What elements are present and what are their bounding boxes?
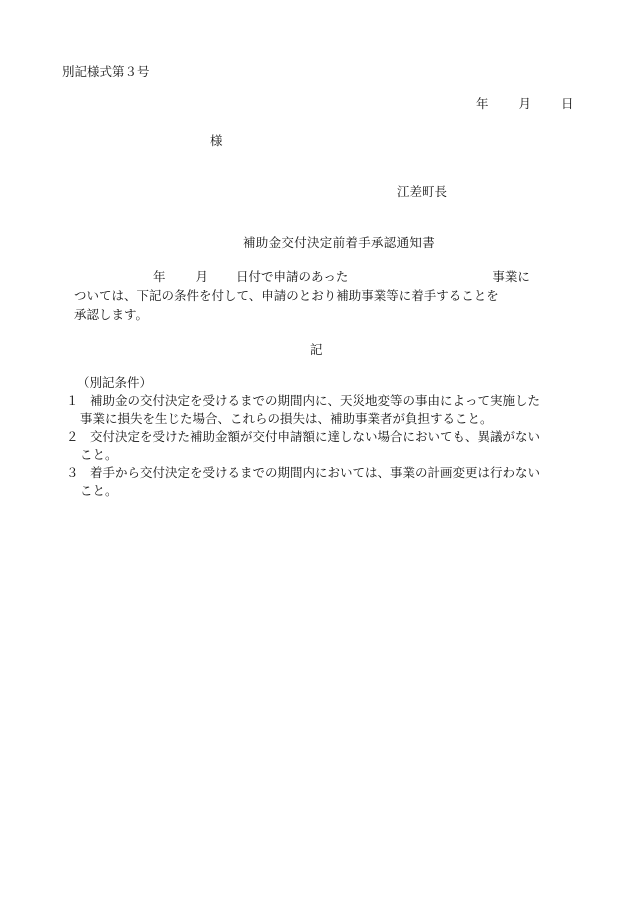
condition-continuation: 事業に損失を生じた場合、これらの損失は、補助事業者が負担すること。 bbox=[80, 411, 493, 426]
sender-name: 江差町長 bbox=[397, 184, 448, 199]
date-year-label: 年 bbox=[476, 96, 489, 111]
condition-item-3 bbox=[66, 467, 540, 480]
condition-item-2 bbox=[66, 431, 540, 444]
addressee-suffix: 様 bbox=[210, 133, 223, 148]
ki-marker: 記 bbox=[310, 342, 323, 357]
conditions-heading: （別記条件） bbox=[77, 375, 153, 390]
condition-continuation: こと。 bbox=[80, 447, 118, 462]
condition-line: 交付決定を受けた補助金額が交付申請額に達しない場合においても、異議がない bbox=[90, 429, 541, 444]
body-date-text: 日付で申請のあった bbox=[236, 269, 349, 284]
condition-number: ３ bbox=[66, 465, 79, 480]
date-day-label: 日 bbox=[561, 96, 574, 111]
body-line-3: 承認します。 bbox=[74, 307, 149, 322]
condition-continuation: こと。 bbox=[80, 483, 118, 498]
date-month-label: 月 bbox=[518, 96, 532, 111]
body-year-label: 年 bbox=[153, 269, 166, 284]
date-line bbox=[476, 98, 574, 111]
condition-line: 補助金の交付決定を受けるまでの期間内に、天災地変等の事由によって実施した bbox=[90, 393, 541, 408]
body-line-1 bbox=[153, 271, 530, 284]
body-line-2: ついては、下記の条件を付して、申請のとおり補助事業等に着手することを bbox=[74, 288, 499, 303]
condition-number: １ bbox=[66, 393, 79, 408]
form-number: 別記様式第３号 bbox=[62, 64, 150, 79]
body-month-label: 月 bbox=[195, 269, 209, 284]
condition-line: 着手から交付決定を受けるまでの期間内においては、事業の計画変更は行わない bbox=[90, 465, 541, 480]
body-project-suffix: 事業に bbox=[492, 269, 530, 284]
condition-number: ２ bbox=[66, 429, 79, 444]
document-title: 補助金交付決定前着手承認通知書 bbox=[243, 235, 436, 250]
condition-item-1 bbox=[66, 395, 540, 408]
